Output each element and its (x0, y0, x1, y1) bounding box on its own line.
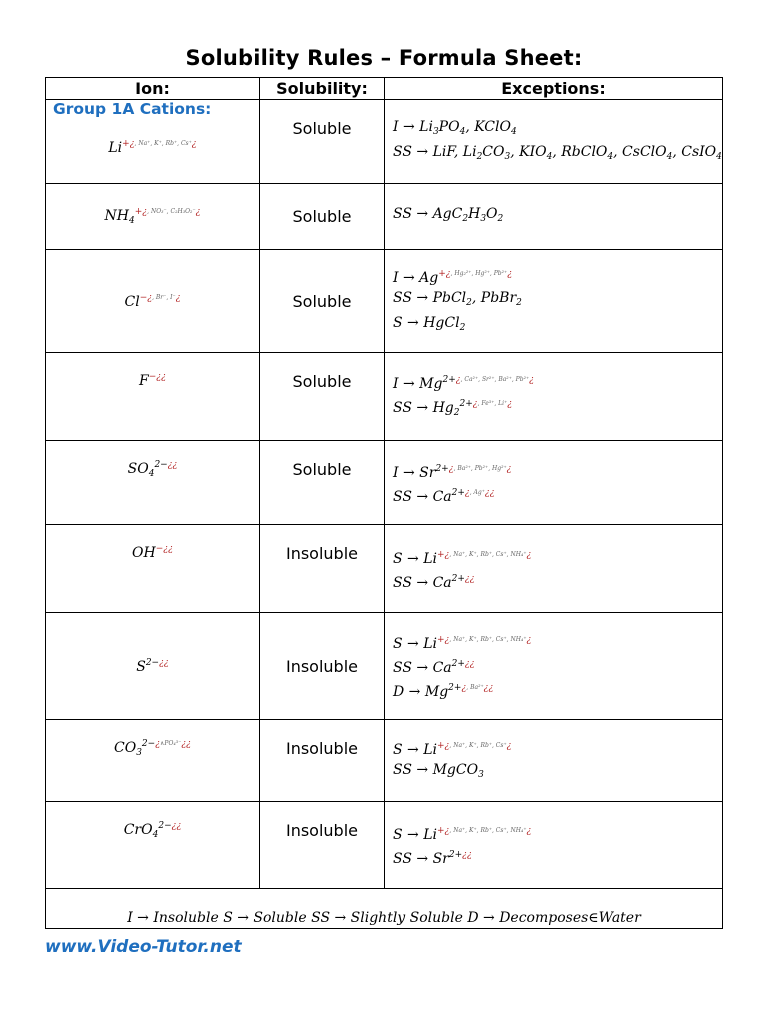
ion-cell (46, 100, 260, 184)
exceptions-cell: $S \to Li^{+¿, Na^+, K^+, Rb^+, Cs^+, NH_4^+¿}$ SS → $Ca^{2+¿¿}$ $D \to Mg^{2+¿, Ba^{2+}¿¿}$ (385, 613, 723, 720)
solubility-cell: Soluble (260, 184, 385, 250)
solubility-cell: Insoluble (260, 802, 385, 889)
exceptions-cell: $I \to Li_3PO_4$, KClO$_4$ SS → LiF, $Li_2CO_3$, $KIO_4$, RbClO$_4$, CsClO$_4$, CsIO$_4$ (385, 100, 723, 184)
legend-row (46, 889, 723, 929)
ion-formula: $Cl^{-¿, Br^-, I^-¿}$ (124, 292, 181, 310)
table-row (46, 353, 723, 441)
table-row (46, 525, 723, 613)
solubility-cell: Insoluble (260, 525, 385, 613)
ion-cell (46, 441, 260, 525)
solubility-cell: Insoluble (260, 720, 385, 802)
ion-cell (46, 613, 260, 720)
table-row (46, 250, 723, 353)
group-heading: Group 1A Cations: (53, 100, 212, 118)
exceptions-cell: $S \to Li^{+¿, Na^+, K^+, Rb^+, Cs^+¿}$ SS → MgCO$_3$ (385, 720, 723, 802)
exceptions-cell: $S \to Li^{+¿, Na^+, K^+, Rb^+, Cs^+, NH_4^+¿}$ SS → $Ca^{2+¿¿}$ (385, 525, 723, 613)
ion-formula: $S^{2-¿¿}$ (136, 657, 169, 675)
ion-formula: $NH_4^{+¿, NO_3^-, C_2H_3O_2^-¿}$ (104, 207, 201, 226)
solubility-cell: Soluble (260, 250, 385, 353)
solubility-table (45, 77, 723, 929)
ion-formula: $Li^{+¿, Na^+, K^+, Rb^+, Cs^+¿}$ (108, 139, 197, 156)
legend: I → Insoluble S → Soluble SS → Slightly Soluble D → Decomposes∈Water (46, 889, 723, 929)
ion-cell (46, 802, 260, 889)
table-row (46, 100, 723, 184)
table-header-row (46, 78, 723, 100)
ion-formula: $SO_4^{2-¿¿}$ (127, 460, 178, 479)
ion-cell (46, 525, 260, 613)
table-row (46, 613, 723, 720)
solubility-cell: Soluble (260, 353, 385, 441)
exceptions-cell: $I \to Sr^{2+¿, Ba^{2+}, Pb^{2+}, Hg^{2+}¿}$ SS → $Ca^{2+¿, Ag^+¿¿}$ (385, 441, 723, 525)
header-exceptions: Exceptions: (385, 78, 723, 100)
table-row (46, 802, 723, 889)
ion-formula: OH−¿¿ (132, 544, 173, 561)
header-ion: Ion: (46, 78, 260, 100)
ion-cell (46, 184, 260, 250)
table-row (46, 184, 723, 250)
solubility-cell: Insoluble (260, 613, 385, 720)
ion-cell (46, 353, 260, 441)
footer-link[interactable]: www.Video-Tutor.net (45, 937, 242, 957)
exceptions-cell: SS → $AgC_2H_3O_2$ (385, 184, 723, 250)
ion-formula: F−¿¿ (139, 372, 166, 389)
solubility-cell: Soluble (260, 441, 385, 525)
page-title: Solubility Rules – Formula Sheet: (185, 46, 583, 70)
solubility-cell: Soluble (260, 100, 385, 184)
header-solubility: Solubility: (260, 78, 385, 100)
table-row (46, 720, 723, 802)
ion-formula: CrO$_4^{2-¿¿}$ (123, 821, 182, 840)
ion-formula: $CO_3^{2-¿\wedge PO_4^{3-}¿¿}$ (113, 739, 192, 758)
exceptions-cell: $S \to Li^{+¿, Na^+, K^+, Rb^+, Cs^+, NH_4^+¿}$ SS → $Sr^{2+¿¿}$ (385, 802, 723, 889)
ion-cell (46, 250, 260, 353)
ion-cell (46, 720, 260, 802)
exceptions-cell: $I \to Mg^{2+¿, Ca^{2+}, Sr^{2+}, Ba^{2+}, Pb^{2+}¿}$ SS → $Hg_2^{2+¿, Fe^{3+}, Li^+¿}$ (385, 353, 723, 441)
exceptions-cell: $I \to Ag^{+¿, Hg_2^{2+}, Hg^{2+}, Pb^{2+}¿}$ SS → PbCl$_2$, PbBr$_2$ S → HgCl$_2$ (385, 250, 723, 353)
table-row (46, 441, 723, 525)
